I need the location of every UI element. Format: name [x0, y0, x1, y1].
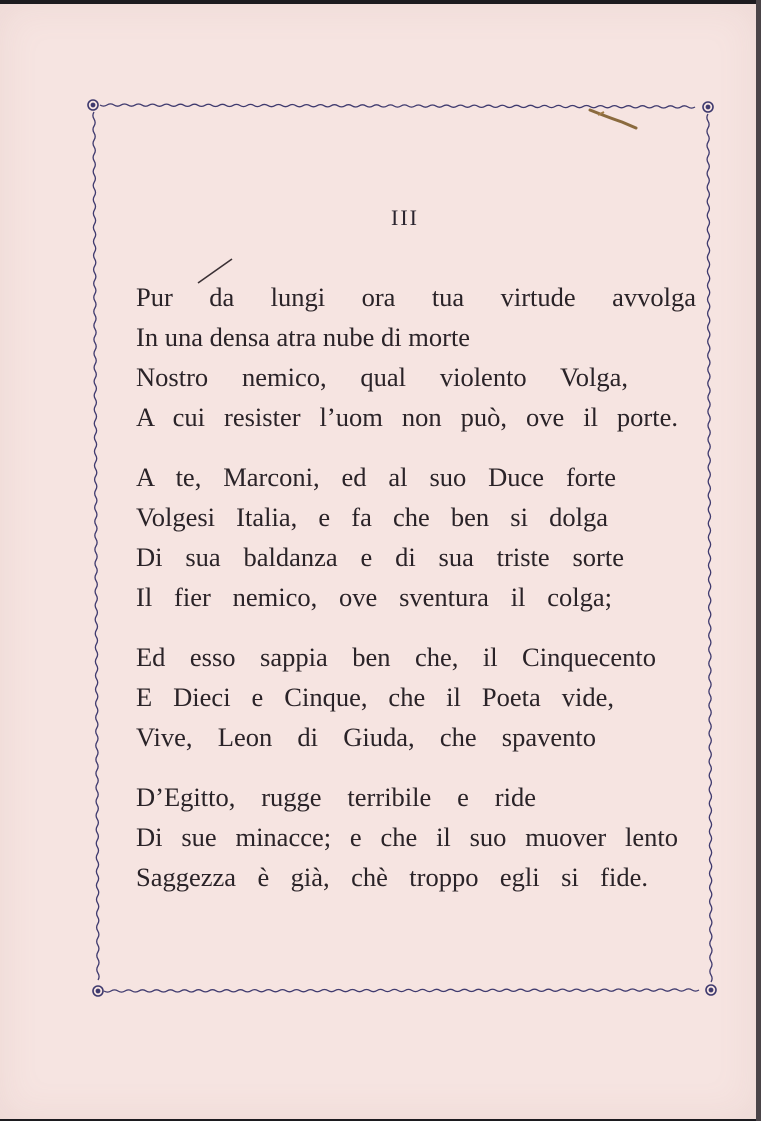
corner-ornament-top-right: [703, 102, 713, 112]
section-numeral: III: [391, 205, 419, 230]
verse-line: D’Egitto, rugge terribile e ride: [136, 782, 536, 812]
border-wave-line: [100, 104, 695, 108]
corner-ornament-bottom-right: [706, 985, 716, 995]
verse-line: Ed esso sappia ben che, il Cinquecento: [136, 642, 656, 672]
stanza-4: [136, 777, 696, 897]
verse-line: Saggezza è già, chè troppo egli si fide.: [136, 862, 648, 892]
verse-line: Volgesi Italia, e fa che ben si dolga: [136, 502, 608, 532]
stanza-1: [136, 277, 696, 437]
verse-line: Pur da lungi ora tua virtude avvolga: [136, 282, 696, 312]
verse-line: A cui resister l’uom non può, ove il porte.: [136, 402, 678, 432]
verse-line: A te, Marconi, ed al suo Duce forte: [136, 462, 616, 492]
corner-ornament-top-left: [88, 100, 98, 110]
stanza-3: [136, 637, 696, 757]
verse-line: Vive, Leon di Giuda, che spavento: [136, 722, 596, 752]
verse-line: Il fier nemico, ove sventura il colga;: [136, 582, 612, 612]
corner-ornament-bottom-left: [93, 986, 103, 996]
border-wave-line: [93, 112, 99, 980]
verse-line: In una densa atra nube di morte: [136, 322, 471, 352]
border-wave-line: [104, 989, 699, 992]
stanza-2: [136, 457, 696, 617]
border-wave-line: [707, 114, 712, 982]
verse-line: E Dieci e Cinque, che il Poeta vide,: [136, 682, 614, 712]
verse-line: Nostro nemico, qual violento Volga,: [136, 362, 628, 392]
verse-line: Di sue minacce; e che il suo muover lento: [136, 822, 678, 852]
verse-line: Di sua baldanza e di sua triste sorte: [136, 542, 624, 572]
paper-stain: [590, 110, 636, 128]
